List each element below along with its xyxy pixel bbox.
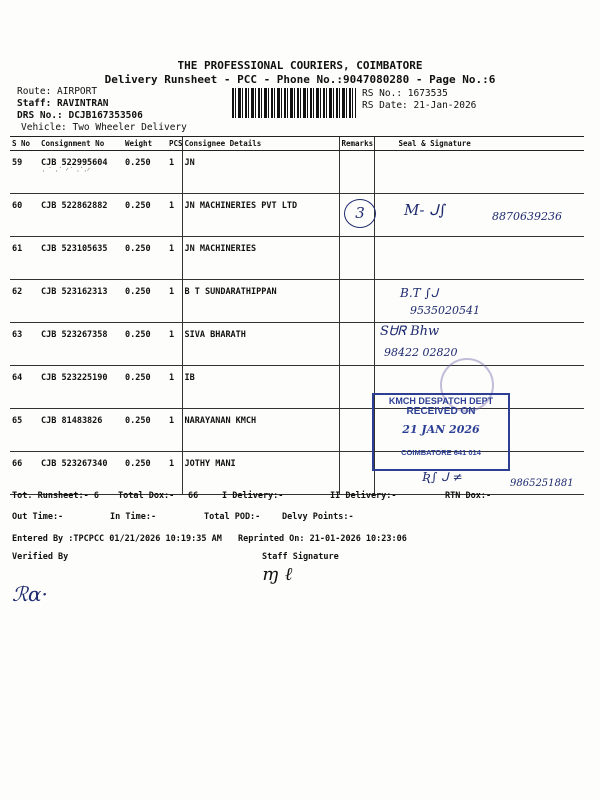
cell-pcs: 1 [169, 452, 182, 495]
cell-consignment: CJB 523105635 [39, 237, 119, 280]
cell-pcs: 1 [169, 280, 182, 323]
col-consignment: Consignment No [39, 137, 119, 151]
cell-sno: 61 [10, 237, 39, 280]
cell-remarks [339, 151, 374, 194]
table-row [10, 237, 584, 280]
cell-seal-signature [374, 237, 584, 280]
cell-weight: 0.250 [119, 194, 169, 237]
row66-phone: 9865251881 [510, 478, 574, 489]
cell-pcs: 1 [169, 409, 182, 452]
reprinted-on: Reprinted On: 21-01-2026 10:23:06 [238, 534, 407, 544]
cell-sno: 59 [10, 151, 39, 194]
table-row [10, 323, 584, 366]
col-remarks: Remarks [339, 137, 374, 151]
cell-consignee: JN [182, 151, 339, 194]
row63-signature-mark: SᏌᏒ Bhw [380, 324, 440, 339]
stamp-line4: COIMBATORE 641 014 [401, 448, 481, 457]
cell-weight: 0.250 [119, 452, 169, 495]
col-pcs: PCS [169, 137, 182, 151]
cell-consignment: CJB 522862882 [39, 194, 119, 237]
rs-number: RS No.: 1673535 [362, 88, 448, 99]
total-dox-label: Total Dox:- [118, 491, 175, 501]
row66-signature-mark: Ʀ∫ ᒍ ≠ [422, 470, 463, 484]
cell-remarks [339, 452, 374, 495]
delvy-points: Delvy Points:- [282, 512, 354, 522]
cell-consignment: CJB 81483826 [39, 409, 119, 452]
verifier-signature-mark: ℛɑ· [12, 582, 48, 606]
cell-consignee: IB [182, 366, 339, 409]
cell-consignee: JOTHY MANI [182, 452, 339, 495]
vehicle-label: Vehicle: Two Wheeler Delivery [21, 122, 187, 133]
cell-sno: 66 [10, 452, 39, 495]
table-row [10, 280, 584, 323]
verified-by: Verified By [12, 552, 69, 562]
cell-consignment: CJB 522995604 [39, 151, 119, 194]
in-time: In Time:- [110, 512, 157, 522]
cell-consignment: CJB 523267340 [39, 452, 119, 495]
col-sno: S No [10, 137, 39, 151]
col-seal-signature: Seal & Signature [374, 137, 584, 151]
cell-weight: 0.250 [119, 237, 169, 280]
tot-runsheet: Tot. Runsheet:- 6 [12, 491, 99, 501]
row60-phone: 8870639236 [492, 210, 562, 223]
table-header-row [10, 137, 584, 151]
cell-seal-signature [374, 151, 584, 194]
cell-sno: 60 [10, 194, 39, 237]
cell-pcs: 1 [169, 237, 182, 280]
route-label: Route: AIRPORT [17, 86, 98, 97]
row63-phone: 98422 02820 [384, 346, 458, 359]
col-consignee: Consignee Details [182, 137, 339, 151]
cell-remarks [339, 409, 374, 452]
cell-pcs: 1 [169, 366, 182, 409]
cell-pcs: 1 [169, 323, 182, 366]
cell-pcs: 1 [169, 194, 182, 237]
smudge-marks: · ˙ ·˙ ᐟ˙ ·˙·ᐟ [42, 167, 91, 177]
cell-sno: 65 [10, 409, 39, 452]
staff-signature-mark: ɱ ℓ [262, 564, 293, 585]
col-weight: Weight [119, 137, 169, 151]
cell-consignee: NARAYANAN KMCH [182, 409, 339, 452]
entered-by: Entered By :TPCPCC 01/21/2026 10:19:35 AM [12, 534, 222, 544]
cell-consignment: CJB 523162313 [39, 280, 119, 323]
out-time: Out Time:- [12, 512, 64, 522]
cell-remarks [339, 237, 374, 280]
row62-signature-mark: B.T ∫ᒍ [400, 286, 439, 300]
cell-weight: 0.250 [119, 151, 169, 194]
cell-sno: 62 [10, 280, 39, 323]
total-pod: Total POD:- [204, 512, 261, 522]
cell-weight: 0.250 [119, 409, 169, 452]
remark-circle: 3 [344, 199, 376, 228]
table-row [10, 151, 584, 194]
stamp-line2: RECEIVED ON [406, 406, 476, 417]
rs-date: RS Date: 21-Jan-2026 [362, 100, 477, 111]
stamp-line1: KMCH DESPATCH DEPT [388, 396, 494, 406]
i-delivery: I Delivery:- [222, 491, 284, 501]
drs-label: DRS No.: DCJB167353506 [17, 110, 143, 121]
barcode [232, 88, 356, 118]
row62-phone: 9535020541 [410, 304, 480, 317]
cell-consignee: SIVA BHARATH [182, 323, 339, 366]
received-stamp [372, 393, 510, 471]
stamp-line3: 21 JAN 2026 [402, 423, 480, 436]
cell-consignee: JN MACHINERIES PVT LTD [182, 194, 339, 237]
cell-pcs: 1 [169, 151, 182, 194]
cell-consignment: CJB 523225190 [39, 366, 119, 409]
cell-remarks [339, 323, 374, 366]
cell-consignment: CJB 523267358 [39, 323, 119, 366]
cell-remarks [339, 366, 374, 409]
cell-remarks [339, 280, 374, 323]
total-dox-value: 66 [188, 491, 199, 501]
cell-consignee: B T SUNDARATHIPPAN [182, 280, 339, 323]
row60-signature-mark: M- ᒍ∫ [404, 201, 447, 219]
staff-signature-label: Staff Signature [262, 552, 339, 562]
rtn-dox: RTN Dox:- [445, 491, 492, 501]
ii-delivery: II Delivery:- [330, 491, 397, 501]
cell-weight: 0.250 [119, 323, 169, 366]
runsheet-subtitle: Delivery Runsheet - PCC - Phone No.:9047080280 - Page No.:6 [104, 73, 496, 86]
company-title: THE PROFESSIONAL COURIERS, COIMBATORE [177, 59, 423, 72]
cell-weight: 0.250 [119, 366, 169, 409]
staff-label: Staff: RAVINTRAN [17, 98, 109, 109]
cell-weight: 0.250 [119, 280, 169, 323]
cell-sno: 64 [10, 366, 39, 409]
cell-consignee: JN MACHINERIES [182, 237, 339, 280]
cell-sno: 63 [10, 323, 39, 366]
